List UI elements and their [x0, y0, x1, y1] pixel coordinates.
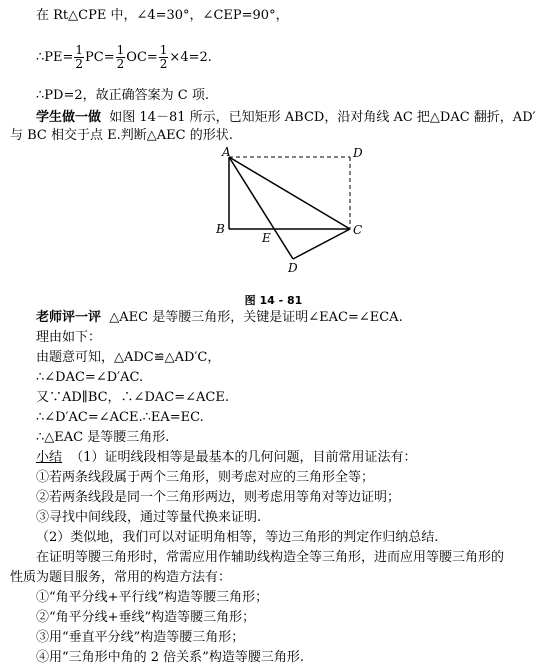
fraction-denominator: 2 — [75, 57, 84, 71]
text-fragment: PC= — [85, 50, 115, 65]
text-line: ②“角平分线+垂线”构造等腰三角形； — [36, 610, 256, 625]
text-line: ③寻找中间线段，通过等量代换来证明. — [36, 510, 262, 525]
label-c: C — [353, 223, 363, 237]
diagonal-ac — [229, 157, 350, 229]
text-line: ③用“垂直平分线”构造等腰三角形； — [36, 630, 245, 645]
text-line: ∴PD=2，故正确答案为 C 项. — [36, 88, 209, 103]
text-line: 与 BC 相交于点 E.判断△AEC 的形状. — [10, 128, 233, 143]
text-line: 性质为题目服务，常用的构造方法有： — [10, 570, 232, 585]
summary-heading: 小结 — [36, 450, 63, 465]
segment-d-prime-c — [293, 229, 350, 259]
fraction-numerator: 1 — [116, 43, 125, 57]
label-e: E — [262, 231, 271, 245]
label-d-prime: D — [288, 261, 298, 275]
section-heading: 学生做一做 — [36, 110, 102, 125]
figure-caption: 图 14 - 81 — [244, 294, 303, 307]
text-line: ∴∠DAC=∠D′AC. — [36, 370, 144, 385]
text-fragment: ×4=2. — [169, 50, 212, 65]
text-fragment: ∴PE= — [36, 50, 74, 65]
fraction-numerator: 1 — [75, 43, 84, 57]
fraction-denominator: 2 — [116, 57, 125, 71]
label-d: D — [353, 146, 363, 160]
label-b: B — [216, 222, 225, 236]
fraction-denominator: 2 — [159, 57, 168, 71]
text-fragment: 如图 14－81 所示，已知矩形 ABCD，沿对角线 AC 把△DAC 翻折，AD′ — [109, 110, 536, 125]
paragraph-line — [36, 310, 403, 326]
section-heading: 老师评一评 — [36, 310, 102, 325]
text-line: ∴△EAC 是等腰三角形. — [36, 430, 170, 445]
text-fragment: （1）证明线段相等是最基本的几何问题，目前常用证法有： — [70, 450, 417, 465]
text-line: 在 Rt△CPE 中，∠4=30°，∠CEP=90°， — [36, 8, 289, 23]
text-line: 由题意可知，△ADC≌△AD′C， — [36, 350, 221, 365]
text-line: ∴∠D′AC=∠ACE.∴EA=EC. — [36, 410, 204, 425]
text-fragment: △AEC 是等腰三角形，关键是证明∠EAC=∠ECA. — [109, 310, 403, 325]
text-line: 在证明等腰三角形时，常需应用作辅助线构造全等三角形，进而应用等腰三角形的 — [36, 550, 505, 565]
text-line: ①“角平分线+平行线”构造等腰三角形； — [36, 590, 269, 605]
text-line: ④用“三角形中角的 2 倍关系”构造等腰三角形. — [36, 650, 304, 665]
label-a: A — [222, 145, 231, 159]
fraction-numerator: 1 — [159, 43, 168, 57]
text-line: 又∵AD∥BC，∴∠DAC=∠ACE. — [36, 390, 229, 405]
text-fragment: OC= — [126, 50, 158, 65]
text-line: （2）类似地，我们可以对证明角相等，等边三角形的判定作归纳总结. — [36, 530, 439, 545]
text-line: 理由如下： — [36, 330, 102, 345]
paragraph-line — [36, 450, 417, 466]
segment-ad-prime — [229, 157, 293, 259]
text-line: ②若两条线段是同一个三角形两边，则考虑用等角对等边证明； — [36, 490, 401, 505]
text-line: ①若两条线段属于两个三角形，则考虑对应的三角形全等； — [36, 470, 375, 485]
